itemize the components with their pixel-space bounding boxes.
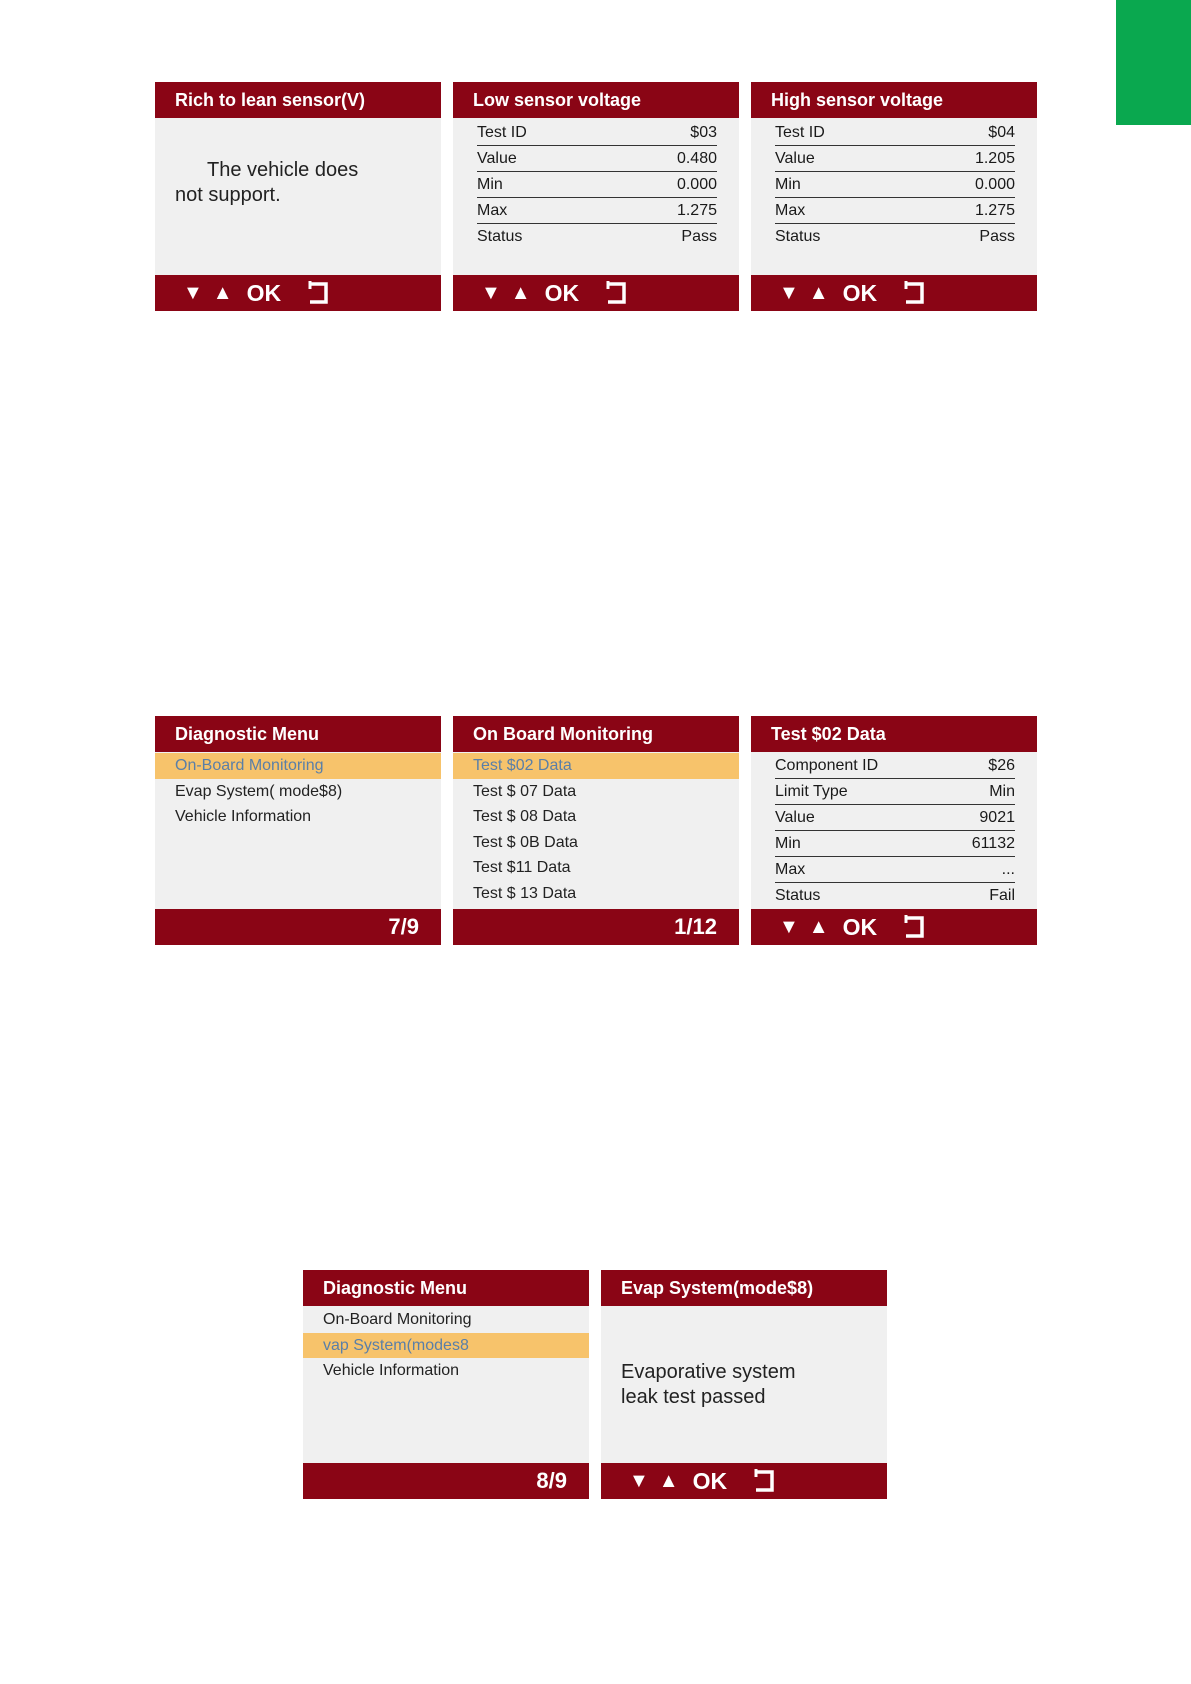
page-indicator: 7/9	[155, 909, 441, 945]
row-status: Status Pass	[477, 228, 717, 245]
row-min: Min 0.000	[477, 172, 717, 198]
ok-button[interactable]: OK	[842, 279, 878, 306]
green-page-tab	[1116, 0, 1191, 125]
up-arrow-icon[interactable]: ▲	[808, 282, 829, 304]
nav-footer	[751, 909, 1037, 945]
ok-button[interactable]: OK	[544, 279, 580, 306]
row-test-id: Test ID $04	[775, 120, 1015, 146]
row-component-id: Component ID $26	[775, 753, 1015, 779]
row-status: Status Pass	[775, 228, 1015, 245]
screen-on-board-monitoring	[453, 716, 739, 945]
screen-low-sensor-voltage	[453, 82, 739, 311]
screen-title: On Board Monitoring	[453, 716, 739, 752]
menu-item-test-0b[interactable]: Test $ 0B Data	[473, 833, 578, 851]
page-indicator: 8/9	[303, 1463, 589, 1499]
message-line-2: not support.	[175, 184, 281, 206]
up-arrow-icon[interactable]: ▲	[808, 916, 829, 938]
screen-diagnostic-menu-1	[155, 716, 441, 945]
screen-high-sensor-voltage	[751, 82, 1037, 311]
row-max: Max 1.275	[775, 198, 1015, 224]
row-test-id: Test ID $03	[477, 120, 717, 146]
down-arrow-icon[interactable]: ▼	[629, 1470, 649, 1492]
nav-footer	[751, 275, 1037, 311]
menu-item-test-13[interactable]: Test $ 13 Data	[473, 884, 577, 902]
screen-evap-system	[601, 1270, 887, 1499]
page-indicator: 1/12	[453, 909, 739, 945]
down-arrow-icon[interactable]: ▼	[779, 282, 799, 304]
row-max: Max 1.275	[477, 198, 717, 224]
return-icon[interactable]	[903, 281, 927, 305]
down-arrow-icon[interactable]: ▼	[183, 282, 203, 304]
row-value: Value 1.205	[775, 146, 1015, 172]
row-max: Max ...	[775, 857, 1015, 883]
down-arrow-icon[interactable]: ▼	[481, 282, 501, 304]
screen-title: Evap System(mode$8)	[601, 1270, 887, 1306]
row-status: Status Fail	[775, 887, 1015, 904]
up-arrow-icon[interactable]: ▲	[212, 282, 233, 304]
row-value: Value 9021	[775, 805, 1015, 831]
nav-footer	[155, 275, 441, 311]
screen-title: Test $02 Data	[751, 716, 1037, 752]
nav-footer	[601, 1463, 887, 1499]
up-arrow-icon[interactable]: ▲	[510, 282, 531, 304]
menu-item-test-02[interactable]: Test $02 Data	[453, 753, 739, 779]
screen-rich-to-lean	[155, 82, 441, 311]
row-min: Min 0.000	[775, 172, 1015, 198]
return-icon[interactable]	[903, 915, 927, 939]
row-limit-type: Limit Type Min	[775, 779, 1015, 805]
menu-item-on-board-monitoring[interactable]: On-Board Monitoring	[155, 753, 441, 779]
menu-item-evap-system[interactable]: vap System(modes8	[303, 1333, 589, 1359]
menu-item-on-board-monitoring[interactable]: On-Board Monitoring	[323, 1311, 472, 1328]
up-arrow-icon[interactable]: ▲	[658, 1470, 679, 1492]
return-icon[interactable]	[307, 281, 331, 305]
screen-diagnostic-menu-2	[303, 1270, 589, 1499]
ok-button[interactable]: OK	[246, 279, 282, 306]
row-min: Min 61132	[775, 831, 1015, 857]
screen-title: High sensor voltage	[751, 82, 1037, 118]
screen-title: Diagnostic Menu	[155, 716, 441, 752]
menu-item-vehicle-information[interactable]: Vehicle Information	[175, 808, 312, 825]
menu-item-test-11[interactable]: Test $11 Data	[473, 859, 571, 876]
menu-item-evap-system[interactable]: Evap System( mode$8)	[175, 782, 343, 800]
menu-item-test-08[interactable]: Test $ 08 Data	[473, 808, 577, 825]
message-line-1: Evaporative system	[621, 1361, 796, 1383]
screen-title: Low sensor voltage	[453, 82, 739, 118]
ok-button[interactable]: OK	[842, 913, 878, 940]
screen-test-02-data	[751, 716, 1037, 945]
screen-title: Diagnostic Menu	[303, 1270, 589, 1306]
ok-button[interactable]: OK	[692, 1467, 728, 1494]
row-value: Value 0.480	[477, 146, 717, 172]
message-line-2: leak test passed	[621, 1386, 766, 1408]
menu-item-vehicle-information[interactable]: Vehicle Information	[323, 1362, 460, 1379]
down-arrow-icon[interactable]: ▼	[779, 916, 799, 938]
menu-item-test-07[interactable]: Test $ 07 Data	[473, 782, 577, 800]
message-line-1: The vehicle does	[207, 159, 359, 181]
return-icon[interactable]	[753, 1469, 777, 1493]
screen-title: Rich to lean sensor(V)	[155, 82, 441, 118]
nav-footer	[453, 275, 739, 311]
return-icon[interactable]	[605, 281, 629, 305]
